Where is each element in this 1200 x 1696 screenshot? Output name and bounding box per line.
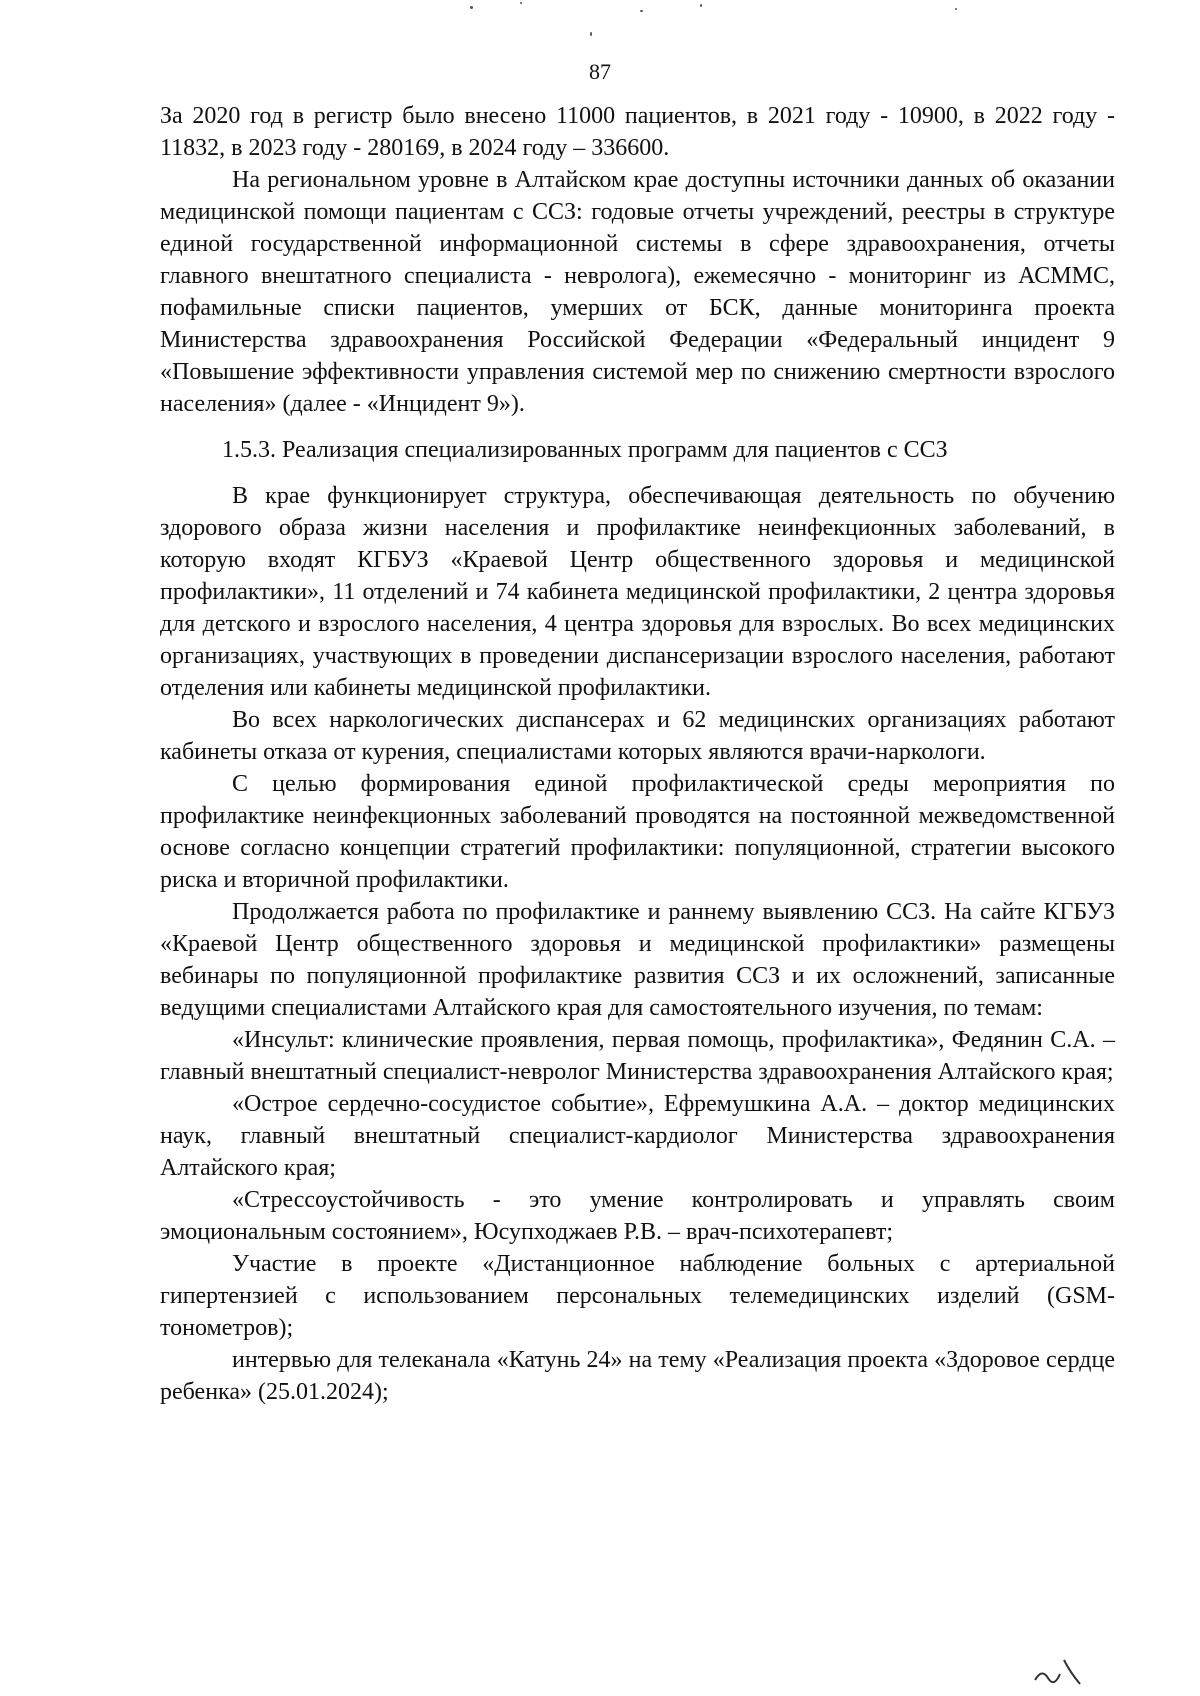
paragraph: Во всех наркологических диспансерах и 62 медицинских организациях работают кабинеты отказа от курения, специалистами которых являются врачи-наркологи. bbox=[160, 707, 1115, 765]
paragraph: За 2020 год в регистр было внесено 11000 пациентов, в 2021 году - 10900, в 2022 году - 11832, в 2023 году - 280169, в 2024 году – 336600. bbox=[160, 103, 1115, 161]
page-number: 87 bbox=[589, 59, 611, 84]
list-item: «Стрессоустойчивость - это умение контролировать и управлять своим эмоциональным состоянием», Юсупходжаев Р.В. – врач-психотерапевт; bbox=[160, 1187, 1115, 1245]
list-item: Участие в проекте «Дистанционное наблюдение больных с артериальной гипертензией с использованием персональных телемедицинских изделий (GSM-тонометров); bbox=[160, 1251, 1115, 1341]
paragraph: С целью формирования единой профилактической среды мероприятия по профилактике неинфекционных заболеваний проводятся на постоянной межведомственной основе согласно концепции стратегий профилактики: популяционной, стратегии высокого риска и вторичной профилактики. bbox=[160, 771, 1115, 893]
paragraph: В крае функционирует структура, обеспечивающая деятельность по обучению здорового образа жизни населения и профилактике неинфекционных заболеваний, в которую входят КГБУЗ «Краевой Центр общественного здоровья и медицинской профилактики», 11 отделений и 74 кабинета медицинской профилактики, 2 центра здоровья для детского и взрослого населения, 4 центра здоровья для взрослых. Во всех медицинских организациях, участвующих в проведении диспансеризации взрослого населения, работают отделения или кабинеты медицинской профилактики. bbox=[160, 483, 1115, 701]
paragraph: Продолжается работа по профилактике и раннему выявлению ССЗ. На сайте КГБУЗ «Краевой Центр общественного здоровья и медицинской профилактики» размещены вебинары по популяционной профилактике развития ССЗ и их осложнений, записанные ведущими специалистами Алтайского края для самостоятельного изучения, по темам: bbox=[160, 899, 1115, 1021]
handwritten-mark bbox=[1030, 1650, 1090, 1690]
scan-speck bbox=[590, 32, 592, 36]
list-item: «Острое сердечно-сосудистое событие», Ефремушкина А.А. – доктор медицинских наук, главный внештатный специалист-кардиолог Министерства здравоохранения Алтайского края; bbox=[160, 1091, 1115, 1181]
scan-speck bbox=[470, 6, 473, 9]
document-body bbox=[160, 100, 1115, 1408]
list-item: «Инсульт: клинические проявления, первая помощь, профилактика», Федянин С.А. – главный внештатный специалист-невролог Министерства здравоохранения Алтайского края; bbox=[160, 1027, 1115, 1085]
scan-speck bbox=[640, 10, 643, 12]
list-item: интервью для телеканала «Катунь 24» на тему «Реализация проекта «Здоровое сердце ребенка» (25.01.2024); bbox=[160, 1347, 1115, 1405]
paragraph: На региональном уровне в Алтайском крае доступны источники данных об оказании медицинской помощи пациентам с ССЗ: годовые отчеты учреждений, реестры в структуре единой государственной информационной системы в сфере здравоохранения, отчеты главного внештатного специалиста - невролога), ежемесячно - мониторинг из АСММС, пофамильные списки пациентов, умерших от БСК, данные мониторинга проекта Министерства здравоохранения Российской Федерации «Федеральный инцидент 9 «Повышение эффективности управления системой мер по снижению смертности взрослого населения» (далее - «Инцидент 9»). bbox=[160, 167, 1115, 417]
scan-speck bbox=[700, 4, 702, 7]
scan-speck bbox=[520, 2, 522, 4]
section-heading: 1.5.3. Реализация специализированных программ для пациентов с ССЗ bbox=[222, 437, 948, 463]
scan-speck bbox=[955, 8, 957, 10]
